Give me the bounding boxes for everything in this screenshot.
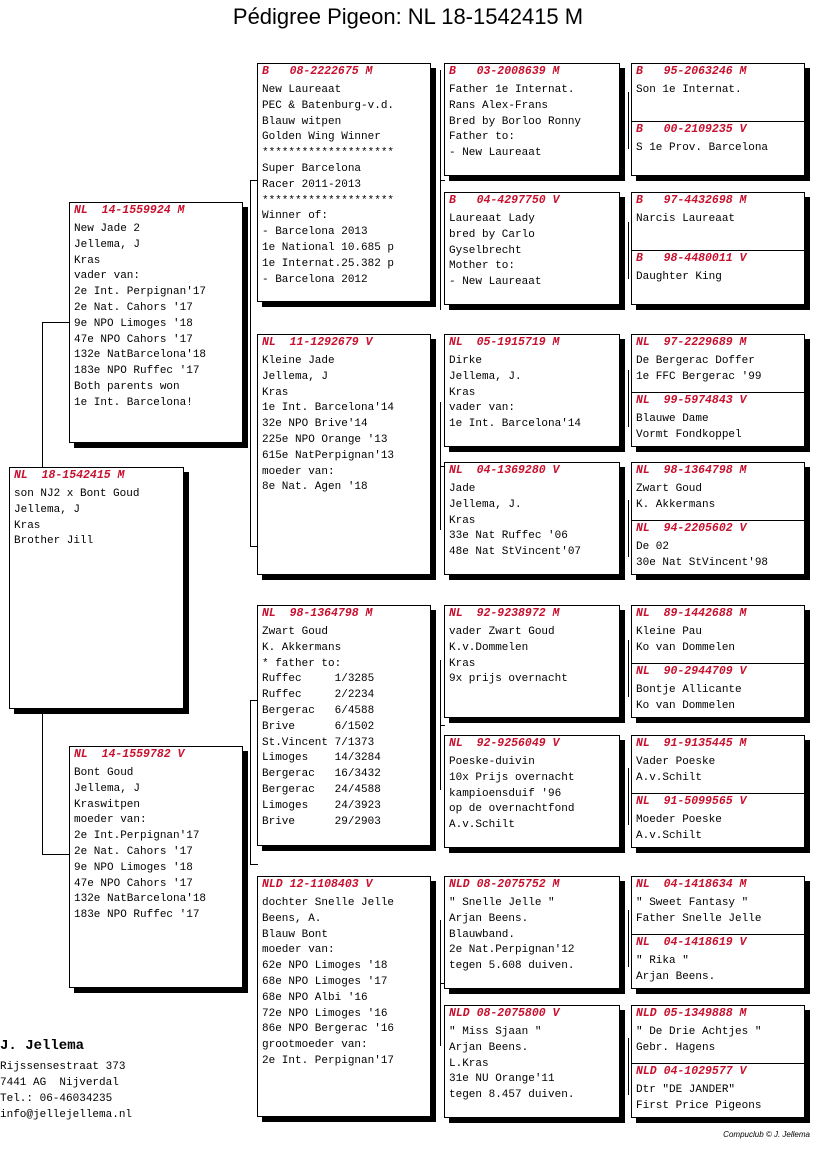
info-line: Dirke <box>449 355 483 367</box>
info-line: Jellema, J. <box>449 370 522 383</box>
ring-number: NLD 08-2075800 V <box>449 1007 560 1020</box>
great-great-grandparent-pair <box>631 876 805 989</box>
info-line: Bont Goud <box>74 767 134 779</box>
info-line: Ruffec 1/3285 <box>262 673 375 686</box>
info-line: 1e Int. Barcelona'14 <box>449 418 582 431</box>
info-line: Blauw witpen <box>262 115 342 128</box>
info-line: 72e NPO Limoges '16 <box>262 1007 388 1020</box>
info-line: 1e FFC Bergerac '99 <box>636 370 762 383</box>
info-line: Vormt Fondkoppel <box>636 428 742 441</box>
info-line: Vader Poeske <box>636 756 716 768</box>
info-line: Kleine Pau <box>636 626 703 638</box>
info-line: 183e NPO Ruffec '17 <box>74 365 200 378</box>
info-line: Bontje Allicante <box>636 684 742 696</box>
ring-number: NL 04-1369280 V <box>449 464 560 477</box>
ring-number: NL 91-9135445 M <box>636 737 747 750</box>
info-line: Arjan Beens. <box>449 1041 529 1054</box>
info-line: De Bergerac Doffer <box>636 355 755 367</box>
info-line: Father to: <box>449 131 516 144</box>
info-line: ******************** <box>262 147 395 160</box>
great-grandparent-card <box>444 192 620 305</box>
info-line: 68e NPO Limoges '17 <box>262 975 388 988</box>
info-line: 2e Int.Perpignan'17 <box>74 830 200 843</box>
info-line: Bergerac 6/4588 <box>262 704 375 717</box>
page-title: Pédigree Pigeon: NL 18-1542415 M <box>232 4 584 29</box>
info-line: K. Akkermans <box>262 641 342 654</box>
info-line: 9e NPO Limoges '18 <box>74 317 193 330</box>
info-line: 62e NPO Limoges '18 <box>262 960 388 973</box>
info-line: Kras <box>14 519 41 532</box>
info-line: Kras <box>449 386 476 399</box>
pair-divider <box>632 520 804 572</box>
info-line: S 1e Prov. Barcelona <box>636 142 769 154</box>
info-line: 132e NatBarcelona'18 <box>74 349 207 362</box>
info-line: 9e NPO Limoges '18 <box>74 861 193 874</box>
info-line: K. Akkermans <box>636 498 716 511</box>
info-line: 2e Nat.Perpignan'12 <box>449 944 575 957</box>
great-great-grandparent-pair <box>631 462 805 575</box>
info-line: Winner of: <box>262 210 329 223</box>
info-line: Kras <box>74 254 101 267</box>
subject-card <box>9 467 184 709</box>
info-line: 86e NPO Bergerac '16 <box>262 1023 395 1036</box>
info-line: 615e NatPerpignan'13 <box>262 449 395 462</box>
info-line: 2e Int. Perpignan'17 <box>262 1054 395 1067</box>
info-line: 1e Int. Barcelona'14 <box>262 402 395 415</box>
info-line: kampioensduif '96 <box>449 787 562 800</box>
info-line: Gebr. Hagens <box>636 1041 716 1054</box>
info-line: 48e Nat StVincent'07 <box>449 546 582 559</box>
address-line: 7441 AG Nijverdal <box>0 1077 119 1089</box>
ring-number: B 95-2063246 M <box>636 65 747 78</box>
pair-divider <box>632 1063 804 1115</box>
ring-number: NL 91-5099565 V <box>636 795 747 808</box>
grandparent-card <box>257 876 431 1117</box>
ring-number: B 03-2008639 M <box>449 65 560 78</box>
info-line: Jellema, J. <box>449 498 522 511</box>
info-line: 183e NPO Ruffec '17 <box>74 909 200 922</box>
info-line: * father to: <box>262 657 342 670</box>
great-grandparent-card <box>444 605 620 718</box>
info-line: Super Barcelona <box>262 162 362 175</box>
info-line: 30e Nat StVincent'98 <box>636 556 769 569</box>
ring-number: NL 89-1442688 M <box>636 607 747 620</box>
info-line: Jellema, J <box>14 503 81 516</box>
info-line: Dtr "DE JANDER" <box>636 1084 736 1096</box>
great-great-grandparent-pair <box>631 334 805 447</box>
info-line: Narcis Laureaat <box>636 213 736 225</box>
info-line: " Snelle Jelle " <box>449 897 555 909</box>
ring-number: NL 99-5974843 V <box>636 394 747 407</box>
ring-number: NL 98-1364798 M <box>262 607 373 620</box>
info-line: op de overnachtfond <box>449 803 575 816</box>
ring-number: NL 11-1292679 V <box>262 336 373 349</box>
info-line: 10x Prijs overnacht <box>449 771 575 784</box>
info-line: 1e Int. Barcelona! <box>74 396 193 409</box>
info-line: tegen 8.457 duiven. <box>449 1089 575 1102</box>
info-line: Ko van Dommelen <box>636 699 736 712</box>
ring-number: B 00-2109235 V <box>636 123 747 136</box>
pair-divider <box>632 250 804 286</box>
great-grandparent-card <box>444 1005 620 1118</box>
info-line: Brive 6/1502 <box>262 720 375 733</box>
info-line: moeder van: <box>74 814 147 827</box>
info-line: 1e National 10.685 p <box>262 241 395 254</box>
great-grandparent-card <box>444 334 620 447</box>
info-line: " Sweet Fantasy " <box>636 897 749 909</box>
info-line: Jellema, J <box>262 370 329 383</box>
info-line: Brive 29/2903 <box>262 815 381 828</box>
info-line: Bred by Borloo Ronny <box>449 115 582 128</box>
info-line: First Price Pigeons <box>636 1099 762 1112</box>
ring-number: B 04-4297750 V <box>449 194 560 207</box>
ring-number: NLD 04-1029577 V <box>636 1065 747 1078</box>
info-line: Jade <box>449 483 476 495</box>
address-line: Rijssensestraat 373 <box>0 1061 126 1073</box>
owner-name: J. Jellema <box>0 1038 85 1054</box>
info-line: dochter Snelle Jelle <box>262 897 395 909</box>
info-line: A.v.Schilt <box>449 819 516 832</box>
info-line: New Laureaat <box>262 84 342 96</box>
pair-divider <box>632 663 804 715</box>
info-line: - Barcelona 2013 <box>262 226 368 239</box>
info-line: - Barcelona 2012 <box>262 273 368 286</box>
info-line: " Rika " <box>636 955 689 967</box>
info-line: Limoges 24/3923 <box>262 799 381 812</box>
ring-number: NL 18-1542415 M <box>14 469 125 482</box>
ring-number: NL 04-1418619 V <box>636 936 747 949</box>
info-line: Arjan Beens. <box>636 970 716 983</box>
info-line: Rans Alex-Frans <box>449 99 549 112</box>
grandparent-card <box>257 334 431 575</box>
info-line: 2e Int. Perpignan'17 <box>74 286 207 299</box>
great-grandparent-card <box>444 876 620 989</box>
info-line: vader van: <box>74 270 141 283</box>
info-line: Jellema, J <box>74 238 141 251</box>
info-line: 33e Nat Ruffec '06 <box>449 530 568 543</box>
info-line: ******************** <box>262 194 395 207</box>
info-line: 47e NPO Cahors '17 <box>74 333 193 346</box>
ring-number: NL 04-1418634 M <box>636 878 747 891</box>
info-line: Poeske-duivin <box>449 756 535 768</box>
ring-number: NL 05-1915719 M <box>449 336 560 349</box>
info-line: Blauw Bont <box>262 928 329 941</box>
great-great-grandparent-pair <box>631 63 805 176</box>
great-great-grandparent-pair <box>631 1005 805 1118</box>
info-line: Ruffec 2/2234 <box>262 689 375 702</box>
info-line: 68e NPO Albi '16 <box>262 991 368 1004</box>
info-line: bred by Carlo <box>449 228 535 241</box>
info-line: 132e NatBarcelona'18 <box>74 893 207 906</box>
info-line: moeder van: <box>262 465 335 478</box>
info-line: tegen 5.608 duiven. <box>449 960 575 973</box>
ring-number: NL 97-2229689 M <box>636 336 747 349</box>
info-line: Moeder Poeske <box>636 814 722 826</box>
ring-number: NL 98-1364798 M <box>636 464 747 477</box>
ring-number: NLD 05-1349888 M <box>636 1007 747 1020</box>
mother-card <box>69 746 243 988</box>
grandparent-card <box>257 605 431 846</box>
ring-number: NL 14-1559782 V <box>74 748 185 761</box>
info-line: Blauwe Dame <box>636 413 709 425</box>
great-grandparent-card <box>444 735 620 848</box>
info-line: Laureaat Lady <box>449 213 535 225</box>
credit: Compuclub © J. Jellema <box>723 1130 810 1139</box>
info-line: Blauwband. <box>449 928 516 941</box>
info-line: Beens, A. <box>262 912 322 925</box>
info-line: New Jade 2 <box>74 223 141 235</box>
ring-number: NL 92-9256049 V <box>449 737 560 750</box>
info-line: 225e NPO Orange '13 <box>262 433 388 446</box>
info-line: 31e NU Orange'11 <box>449 1073 555 1086</box>
info-line: Both parents won <box>74 380 180 393</box>
info-line: Father 1e Internat. <box>449 84 575 96</box>
info-line: - New Laureaat <box>449 276 542 289</box>
info-line: - New Laureaat <box>449 147 542 160</box>
pair-divider <box>632 121 804 157</box>
info-line: 2e Nat. Cahors '17 <box>74 845 193 858</box>
info-line: K.v.Dommelen <box>449 641 529 654</box>
info-line: Zwart Goud <box>636 483 703 495</box>
info-line: " De Drie Achtjes " <box>636 1026 762 1038</box>
ring-number: NLD 08-2075752 M <box>449 878 560 891</box>
info-line: Daughter King <box>636 271 722 283</box>
owner-address <box>0 1037 132 1123</box>
info-line: Kras <box>262 386 289 399</box>
info-line: Limoges 14/3284 <box>262 752 381 765</box>
info-line: 8e Nat. Agen '18 <box>262 481 368 494</box>
info-line: Bergerac 24/4588 <box>262 783 381 796</box>
info-line: Son 1e Internat. <box>636 84 742 96</box>
email-link[interactable]: info@jellejellema.nl <box>0 1109 133 1121</box>
info-line: vader van: <box>449 402 516 415</box>
info-line: Golden Wing Winner <box>262 131 381 144</box>
info-line: Kraswitpen <box>74 798 141 811</box>
info-line: Racer 2011-2013 <box>262 178 362 191</box>
info-line: 47e NPO Cahors '17 <box>74 877 193 890</box>
info-line: Kras <box>449 514 476 527</box>
info-line: moeder van: <box>262 944 335 957</box>
great-great-grandparent-pair <box>631 735 805 848</box>
ring-number: NL 14-1559924 M <box>74 204 185 217</box>
ring-number: NLD 12-1108403 V <box>262 878 373 891</box>
ring-number: B 97-4432698 M <box>636 194 747 207</box>
great-grandparent-card <box>444 63 620 176</box>
info-line: Gyselbrecht <box>449 244 522 257</box>
info-line: Father Snelle Jelle <box>636 912 762 925</box>
pair-divider <box>632 793 804 845</box>
ring-number: B 98-4480011 V <box>636 252 747 265</box>
info-line: De 02 <box>636 541 670 553</box>
ring-number: B 08-2222675 M <box>262 65 373 78</box>
info-line: Arjan Beens. <box>449 912 529 925</box>
info-line: Mother to: <box>449 260 516 273</box>
info-line: Brother Jill <box>14 535 94 548</box>
info-line: 2e Nat. Cahors '17 <box>74 301 193 314</box>
ring-number: NL 94-2205602 V <box>636 522 747 535</box>
info-line: 9x prijs overnacht <box>449 673 568 686</box>
pair-divider <box>632 392 804 444</box>
info-line: Bergerac 16/3432 <box>262 768 381 781</box>
info-line: grootmoeder van: <box>262 1039 368 1052</box>
info-line: Zwart Goud <box>262 626 329 638</box>
info-line: Ko van Dommelen <box>636 641 736 654</box>
info-line: vader Zwart Goud <box>449 626 555 638</box>
father-card <box>69 202 243 443</box>
info-line: Kleine Jade <box>262 355 335 367</box>
info-line: 32e NPO Brive'14 <box>262 418 368 431</box>
ring-number: NL 92-9238972 M <box>449 607 560 620</box>
phone: Tel.: 06-46034235 <box>0 1093 113 1105</box>
info-line: son NJ2 x Bont Goud <box>14 488 140 500</box>
ring-number: NL 90-2944709 V <box>636 665 747 678</box>
info-line: A.v.Schilt <box>636 829 703 842</box>
great-great-grandparent-pair <box>631 605 805 718</box>
info-line: Kras <box>449 657 476 670</box>
info-line: St.Vincent 7/1373 <box>262 736 375 749</box>
great-great-grandparent-pair <box>631 192 805 305</box>
info-line: " Miss Sjaan " <box>449 1026 542 1038</box>
grandparent-card <box>257 63 431 302</box>
pair-divider <box>632 934 804 986</box>
info-line: PEC & Batenburg-v.d. <box>262 99 395 112</box>
info-line: 1e Internat.25.382 p <box>262 257 395 270</box>
info-line: Jellema, J <box>74 782 141 795</box>
great-grandparent-card <box>444 462 620 575</box>
info-line: A.v.Schilt <box>636 771 703 784</box>
info-line: L.Kras <box>449 1057 489 1070</box>
